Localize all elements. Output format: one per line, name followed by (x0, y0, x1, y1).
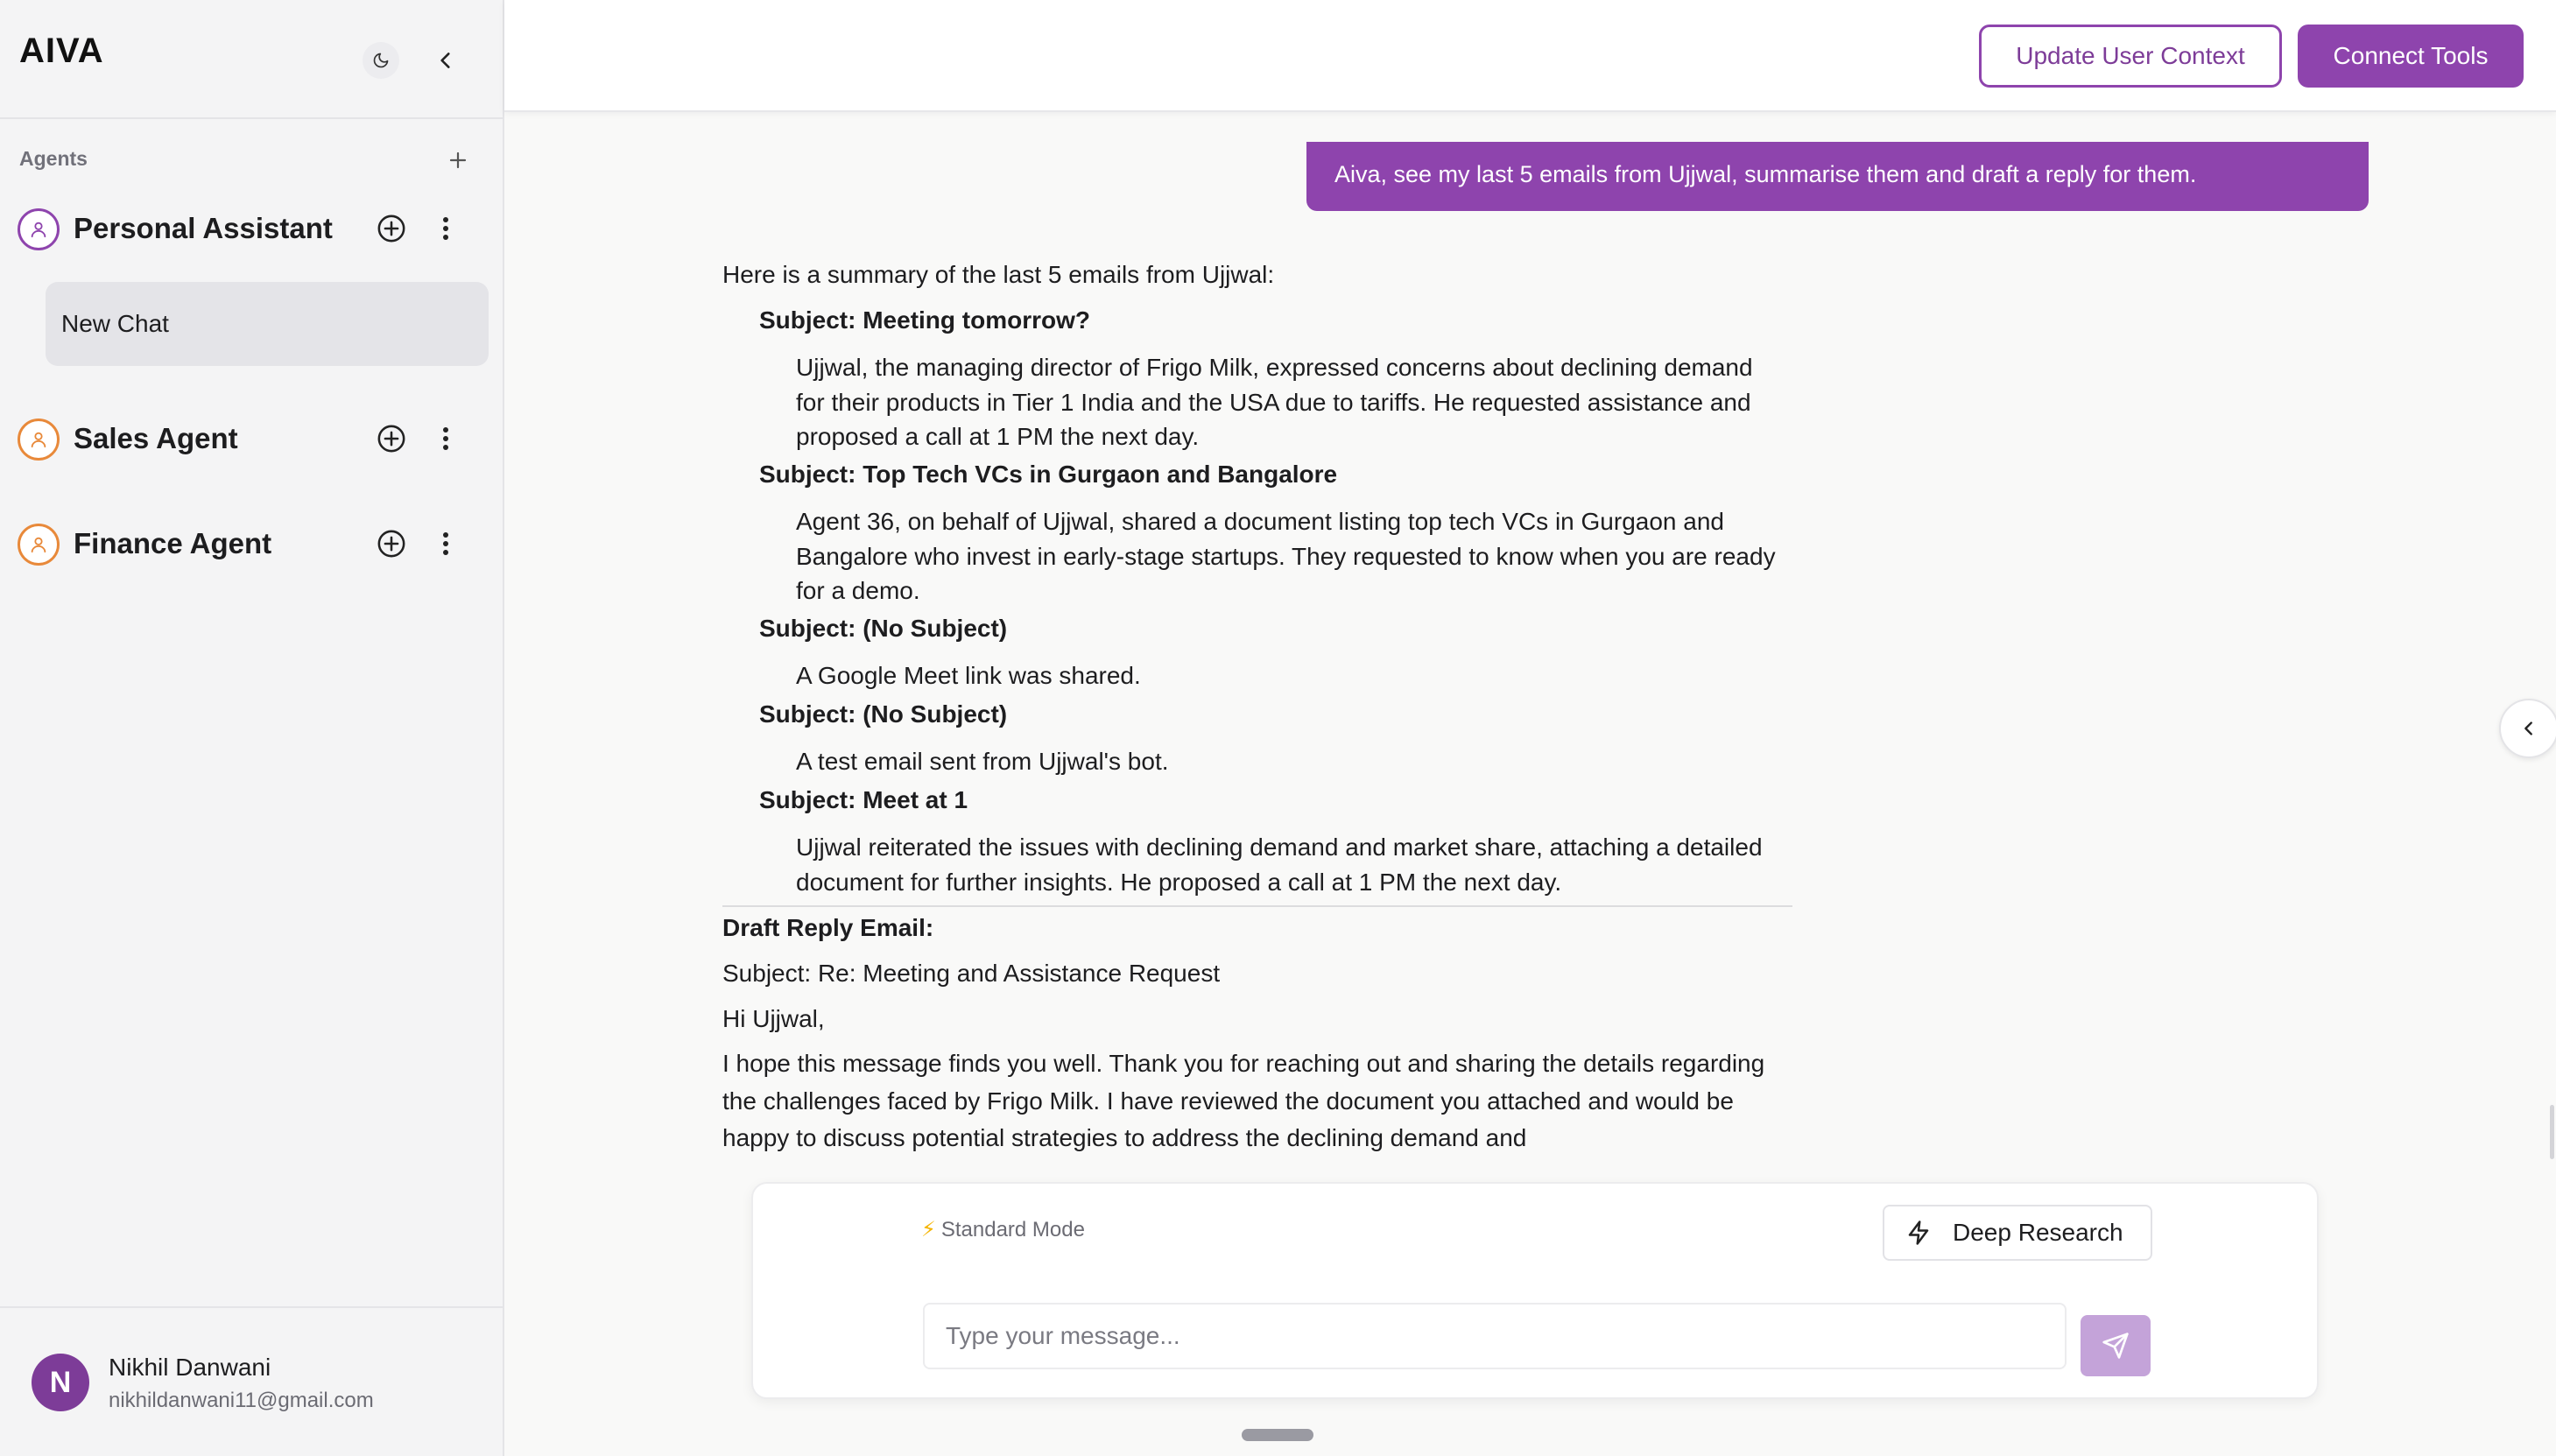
draft-heading: Draft Reply Email: (722, 914, 934, 941)
send-icon (2102, 1332, 2130, 1360)
email-summary: Ujjwal reiterated the issues with declining demand and market share, attaching a detailed document for further insights. He proposed a call at 1 PM the next day. (796, 834, 1763, 896)
new-chat-button[interactable] (375, 212, 408, 245)
email-subject: Subject: Meet at 1 (759, 786, 968, 813)
user-icon (29, 220, 48, 239)
agent-finance-agent[interactable] (0, 513, 503, 569)
agent-name: Personal Assistant (74, 212, 333, 244)
lightning-icon: ⚡ (921, 1218, 936, 1241)
add-agent-button[interactable] (443, 145, 473, 175)
email-subject: Subject: Meeting tomorrow? (759, 306, 1090, 334)
sidebar (0, 0, 504, 1456)
sidebar-header (0, 0, 503, 119)
send-button[interactable] (2081, 1315, 2151, 1376)
more-vertical-icon (442, 215, 449, 242)
scrollbar-handle[interactable] (2550, 1105, 2554, 1159)
plus-circle-icon (377, 529, 406, 559)
plus-circle-icon (377, 214, 406, 243)
theme-toggle-button[interactable] (363, 42, 399, 79)
draft-subject: Subject: Re: Meeting and Assistance Request (722, 960, 1221, 987)
update-user-context-button[interactable]: Update User Context (1979, 25, 2282, 88)
email-summary: Ujjwal, the managing director of Frigo Milk, expressed concerns about declining demand for their products in Tier 1 India and the USA due to tariffs. He requested assistance and proposed a call at 1 PM the next day. (796, 354, 1753, 450)
draft-body: I hope this message finds you well. Thank you for reaching out and sharing the details regarding the challenges faced by Frigo Milk. I have reviewed the document you attached and would be happy to discuss potential strategies to address the declining demand and (722, 1050, 1765, 1151)
message-input[interactable] (923, 1303, 2067, 1369)
brand-logo: AIVA (19, 32, 104, 70)
agent-name: Sales Agent (74, 422, 238, 454)
plus-icon (447, 150, 468, 171)
agent-sales-agent[interactable] (0, 408, 503, 464)
agent-name: Finance Agent (74, 527, 272, 559)
more-vertical-icon (442, 426, 449, 452)
email-subject: Subject: Top Tech VCs in Gurgaon and Bangalore (759, 461, 1338, 488)
plus-circle-icon (377, 424, 406, 454)
resize-handle[interactable] (1242, 1429, 1313, 1441)
mode-label: Standard Mode (940, 1218, 1085, 1241)
mode-indicator (921, 1217, 1085, 1242)
moon-icon (372, 52, 390, 69)
collapse-sidebar-button[interactable] (427, 42, 464, 79)
user-icon (29, 430, 48, 449)
email-subject: Subject: (No Subject) (759, 615, 1008, 642)
user-email: nikhildanwani11@gmail.com (109, 1389, 374, 1412)
new-chat-button[interactable] (375, 527, 408, 560)
deep-research-label: Deep Research (1953, 1219, 2123, 1246)
agent-menu-button[interactable] (433, 212, 459, 245)
avatar: N (32, 1354, 89, 1411)
email-subject: Subject: (No Subject) (759, 700, 1008, 728)
message-composer (751, 1182, 2319, 1399)
expand-panel-button[interactable] (2499, 699, 2556, 758)
draft-greeting: Hi Ujjwal, (722, 1005, 825, 1032)
agent-avatar (18, 524, 60, 566)
agent-personal-assistant[interactable] (0, 198, 503, 254)
new-chat-button[interactable] (375, 422, 408, 455)
more-vertical-icon (442, 531, 449, 557)
agent-avatar (18, 419, 60, 461)
user-message-bubble: Aiva, see my last 5 emails from Ujjwal, summarise them and draft a reply for them. (1306, 142, 2369, 211)
email-summary: Agent 36, on behalf of Ujjwal, shared a document listing top tech VCs in Gurgaon and Bangalore who invest in early-stage startups. They requested to know when you are ready for a demo. (796, 508, 1776, 604)
chat-item-new-chat[interactable]: New Chat (46, 282, 489, 366)
agent-menu-button[interactable] (433, 527, 459, 560)
agent-avatar (18, 208, 60, 250)
top-bar (504, 0, 2556, 112)
chevron-left-icon (2519, 719, 2538, 738)
deep-research-button[interactable] (1883, 1205, 2152, 1261)
divider (722, 905, 1792, 907)
user-icon (29, 535, 48, 554)
email-summary: A Google Meet link was shared. (796, 662, 1141, 689)
lightning-icon (1905, 1220, 1932, 1246)
user-name: Nikhil Danwani (109, 1354, 271, 1381)
user-profile[interactable] (0, 1306, 503, 1456)
reply-intro: Here is a summary of the last 5 emails from Ujjwal: (722, 261, 1275, 288)
chevron-left-icon (434, 49, 457, 72)
email-summary: A test email sent from Ujjwal's bot. (796, 748, 1169, 775)
agent-menu-button[interactable] (433, 422, 459, 455)
agents-section-label: Agents (19, 147, 88, 170)
connect-tools-button[interactable]: Connect Tools (2298, 25, 2524, 88)
